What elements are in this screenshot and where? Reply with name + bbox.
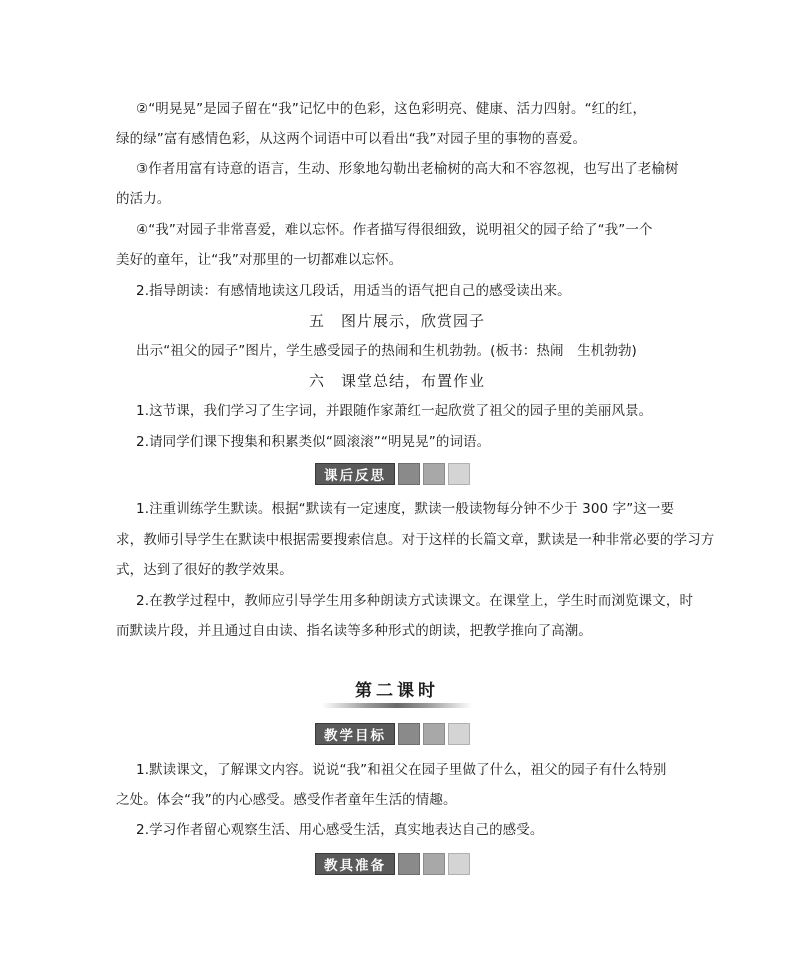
banner-square <box>448 723 470 745</box>
paragraph-line: 式，达到了很好的教学效果。 <box>116 562 293 578</box>
paragraph-line: 1.注重训练学生默读。根据“默读有一定速度，默读一般读物每分钟不少于 300 字”这一要 <box>136 501 675 517</box>
lesson-title <box>0 676 794 708</box>
reflection-banner <box>315 463 470 485</box>
paragraph-line: 2.学习作者留心观察生活、用心感受生活，真实地表达自己的感受。 <box>136 822 544 838</box>
paragraph-line: 2.在教学过程中，教师应引导学生用多种朗读方式读课文。在课堂上，学生时而浏览课文，时 <box>136 593 694 609</box>
banner-label: 教学目标 <box>315 723 395 745</box>
materials-banner <box>315 853 470 875</box>
paragraph-line: ④“我”对园子非常喜爱，难以忘怀。作者描写得很细致，说明祖父的园子给了“我”一个 <box>136 222 653 238</box>
paragraph-line: 而默读片段，并且通过自由读、指名读等多种形式的朗读，把教学推向了高潮。 <box>116 623 592 639</box>
paragraph-line: 1.这节课，我们学习了生字词，并跟随作家萧红一起欣赏了祖父的园子里的美丽风景。 <box>136 403 653 419</box>
paragraph-line: 2.指导朗读：有感情地读这几段话，用适当的语气把自己的感受读出来。 <box>136 283 571 299</box>
banner-square <box>423 463 445 485</box>
lesson-title-underline <box>322 703 472 708</box>
paragraph-line: 之处。体会“我”的内心感受。感受作者童年生活的情趣。 <box>116 792 457 808</box>
banner-square <box>448 853 470 875</box>
banner-label: 课后反思 <box>315 463 395 485</box>
paragraph-line: 绿的绿”富有感情色彩，从这两个词语中可以看出“我”对园子里的事物的喜爱。 <box>116 131 587 147</box>
section-heading-6: 六 课堂总结，布置作业 <box>308 372 485 390</box>
banner-square <box>448 463 470 485</box>
paragraph-line: 求，教师引导学生在默读中根据需要搜索信息。对于这样的长篇文章，默读是一种非常必要的学习方 <box>116 532 715 548</box>
paragraph-line: 美好的童年，让“我”对那里的一切都难以忘怀。 <box>116 252 403 268</box>
banner-square <box>423 723 445 745</box>
paragraph-line: ②“明晃晃”是园子留在“我”记忆中的色彩，这色彩明亮、健康、活力四射。“红的红， <box>136 101 647 117</box>
lesson-title-text: 第二课时 <box>355 681 439 701</box>
section-heading-5: 五 图片展示，欣赏园子 <box>308 312 485 330</box>
paragraph-line: 出示“祖父的园子”图片，学生感受园子的热闹和生机勃勃。(板书：热闹 生机勃勃) <box>136 343 637 359</box>
banner-square <box>398 463 420 485</box>
paragraph-line: 2.请同学们课下搜集和积累类似“圆滚滚”“明晃晃”的词语。 <box>136 434 491 450</box>
objectives-banner <box>315 723 470 745</box>
paragraph-line: ③作者用富有诗意的语言，生动、形象地勾勒出老榆树的高大和不容忽视，也写出了老榆树 <box>136 161 679 177</box>
paragraph-line: 的活力。 <box>116 191 171 207</box>
banner-label: 教具准备 <box>315 853 395 875</box>
banner-square <box>423 853 445 875</box>
paragraph-line: 1.默读课文，了解课文内容。说说“我”和祖父在园子里做了什么，祖父的园子有什么特别 <box>136 762 667 778</box>
banner-square <box>398 723 420 745</box>
banner-square <box>398 853 420 875</box>
